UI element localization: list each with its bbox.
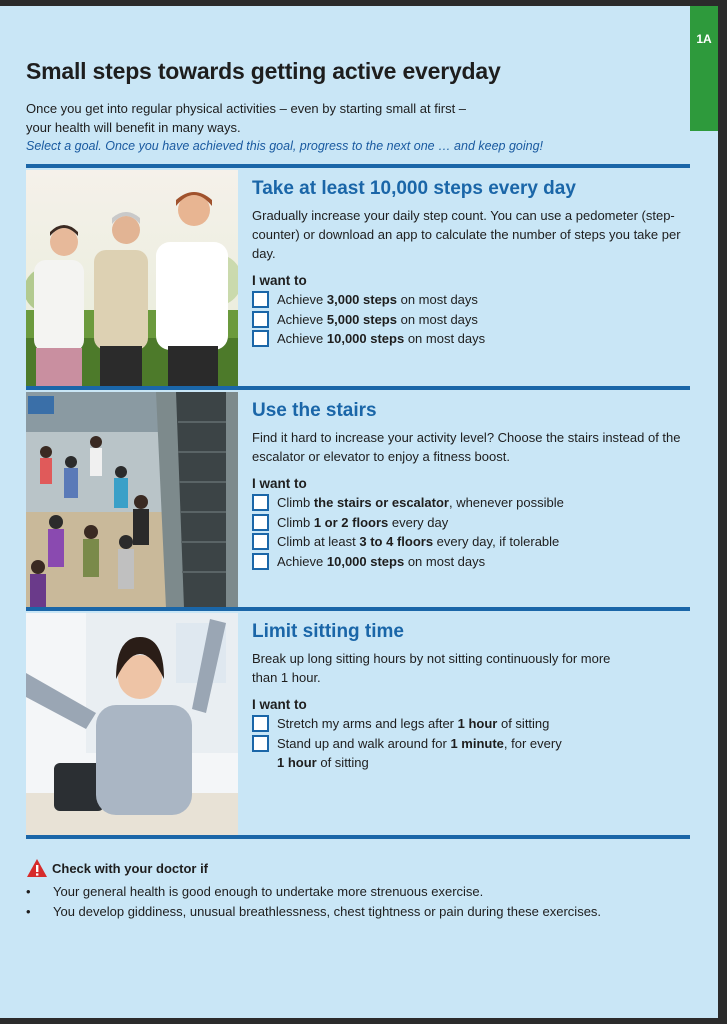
walking-seniors-photo — [26, 170, 238, 386]
section-title: Use the stairs — [252, 400, 377, 421]
divider — [26, 164, 690, 168]
want-label: I want to — [252, 273, 307, 288]
section-description: Break up long sitting hours by not sitting continuously for more than 1 hour. — [252, 651, 611, 685]
option-text-pre: Achieve — [277, 331, 327, 346]
escalator-crowd-photo — [26, 392, 238, 608]
option-text-pre: Stretch my arms and legs after — [277, 716, 458, 731]
stretching-woman-photo — [26, 613, 238, 835]
doctor-heading-text: Check with your doctor if — [52, 860, 209, 876]
header — [26, 58, 666, 155]
option-text-pre: Climb — [277, 514, 314, 530]
goal-option[interactable] — [252, 310, 692, 330]
goal-options — [252, 290, 692, 349]
option-text-bold: 3,000 steps — [326, 292, 397, 307]
option-text-bold: 10,000 steps — [326, 553, 405, 569]
section-title: Limit sitting time — [252, 621, 404, 642]
section-description: Gradually increase your daily step count. You can use a pedometer (step-counter) or download an app to calculate the number of steps you take per day. — [252, 208, 681, 261]
goal-option-text — [277, 310, 478, 330]
goal-option[interactable] — [252, 493, 692, 513]
option-text-bold: 1 hour — [277, 755, 317, 770]
option-text-bold: 3 to 4 floors — [359, 534, 434, 549]
option-text-bold: 1 hour — [457, 716, 498, 731]
section-content — [252, 613, 692, 773]
select-goal-instruction: Select a goal. Once you have achieved this goal, progress to the next one … and keep going! — [26, 139, 544, 153]
goal-option[interactable] — [252, 290, 692, 310]
option-text-post: every day, if tolerable — [433, 534, 560, 549]
goal-checkbox[interactable] — [252, 553, 269, 570]
option-text-pre: Stand up and walk around for — [277, 735, 451, 751]
doctor-bullets — [26, 882, 686, 922]
option-text-post: on most days — [396, 311, 478, 327]
divider — [26, 835, 690, 839]
option-text-post: on most days — [404, 331, 486, 346]
section-content — [252, 392, 692, 571]
option-text-pre: Achieve — [277, 553, 327, 569]
goal-options — [252, 493, 692, 571]
page-title: Small steps towards getting active everyday — [26, 58, 501, 84]
section-stairs — [26, 392, 690, 608]
page — [0, 6, 718, 1018]
doctor-bullet: • Your general health is good enough to undertake more strenuous exercise. — [26, 882, 686, 902]
option-text-pre: Climb — [277, 495, 314, 510]
goal-option-text — [277, 734, 562, 773]
option-text-post: , whenever possible — [448, 495, 564, 510]
divider — [26, 607, 690, 611]
intro-text — [26, 99, 666, 137]
goal-option[interactable] — [252, 329, 692, 349]
option-text-post: of sitting — [316, 755, 369, 770]
option-text-post: every day — [388, 514, 449, 530]
option-text-post: of sitting — [497, 716, 550, 731]
goal-option-text — [277, 552, 485, 572]
want-label: I want to — [252, 697, 307, 712]
doctor-heading — [26, 858, 686, 878]
option-text-bold: 1 minute — [450, 735, 504, 751]
intro-line-2: your health will benefit in many ways. — [26, 120, 241, 135]
option-text-pre: Climb at least — [277, 534, 360, 549]
goal-option[interactable] — [252, 513, 692, 533]
goal-checkbox[interactable] — [252, 735, 269, 752]
warning-icon — [26, 858, 48, 878]
goal-checkbox[interactable] — [252, 715, 269, 732]
option-text-pre: Achieve — [277, 311, 327, 327]
goal-option[interactable] — [252, 734, 692, 773]
option-text-bold: 1 or 2 floors — [313, 514, 389, 530]
doctor-bullet: • You develop giddiness, unusual breathlessness, chest tightness or pain during these exercises. — [26, 902, 686, 922]
option-text-post: on most days — [396, 292, 478, 307]
page-tab: 1A — [690, 6, 718, 131]
section-title: Take at least 10,000 steps every day — [252, 178, 576, 199]
goal-option[interactable] — [252, 552, 692, 572]
goal-option[interactable] — [252, 714, 692, 734]
option-text-bold: 10,000 steps — [326, 331, 405, 346]
goal-option-text — [277, 493, 564, 513]
goal-option-text — [277, 532, 559, 552]
goal-option-text — [277, 513, 448, 533]
goal-checkbox[interactable] — [252, 330, 269, 347]
doctor-warning — [26, 858, 686, 922]
goal-checkbox[interactable] — [252, 533, 269, 550]
option-text-pre: Achieve — [277, 292, 327, 307]
want-label: I want to — [252, 476, 307, 491]
section-steps — [26, 170, 690, 386]
option-text-post: on most days — [404, 553, 486, 569]
goal-checkbox[interactable] — [252, 494, 269, 511]
option-text-bold: the stairs or escalator — [313, 495, 449, 510]
divider — [26, 386, 690, 390]
section-sitting — [26, 613, 690, 835]
option-text-bold: 5,000 steps — [326, 311, 397, 327]
goal-option-text — [277, 290, 478, 310]
goal-checkbox[interactable] — [252, 291, 269, 308]
goal-option-text — [277, 714, 549, 734]
goal-checkbox[interactable] — [252, 514, 269, 531]
section-description: Find it hard to increase your activity level? Choose the stairs instead of the escalator or elevator to enjoy a fitness boost. — [252, 430, 681, 464]
goal-option[interactable] — [252, 532, 692, 552]
goal-option-text — [277, 329, 485, 349]
goal-options — [252, 714, 692, 773]
section-content — [252, 170, 692, 349]
option-text-post: , for every — [503, 735, 562, 751]
intro-line-1: Once you get into regular physical activities – even by starting small at first – — [26, 101, 467, 116]
goal-checkbox[interactable] — [252, 311, 269, 328]
